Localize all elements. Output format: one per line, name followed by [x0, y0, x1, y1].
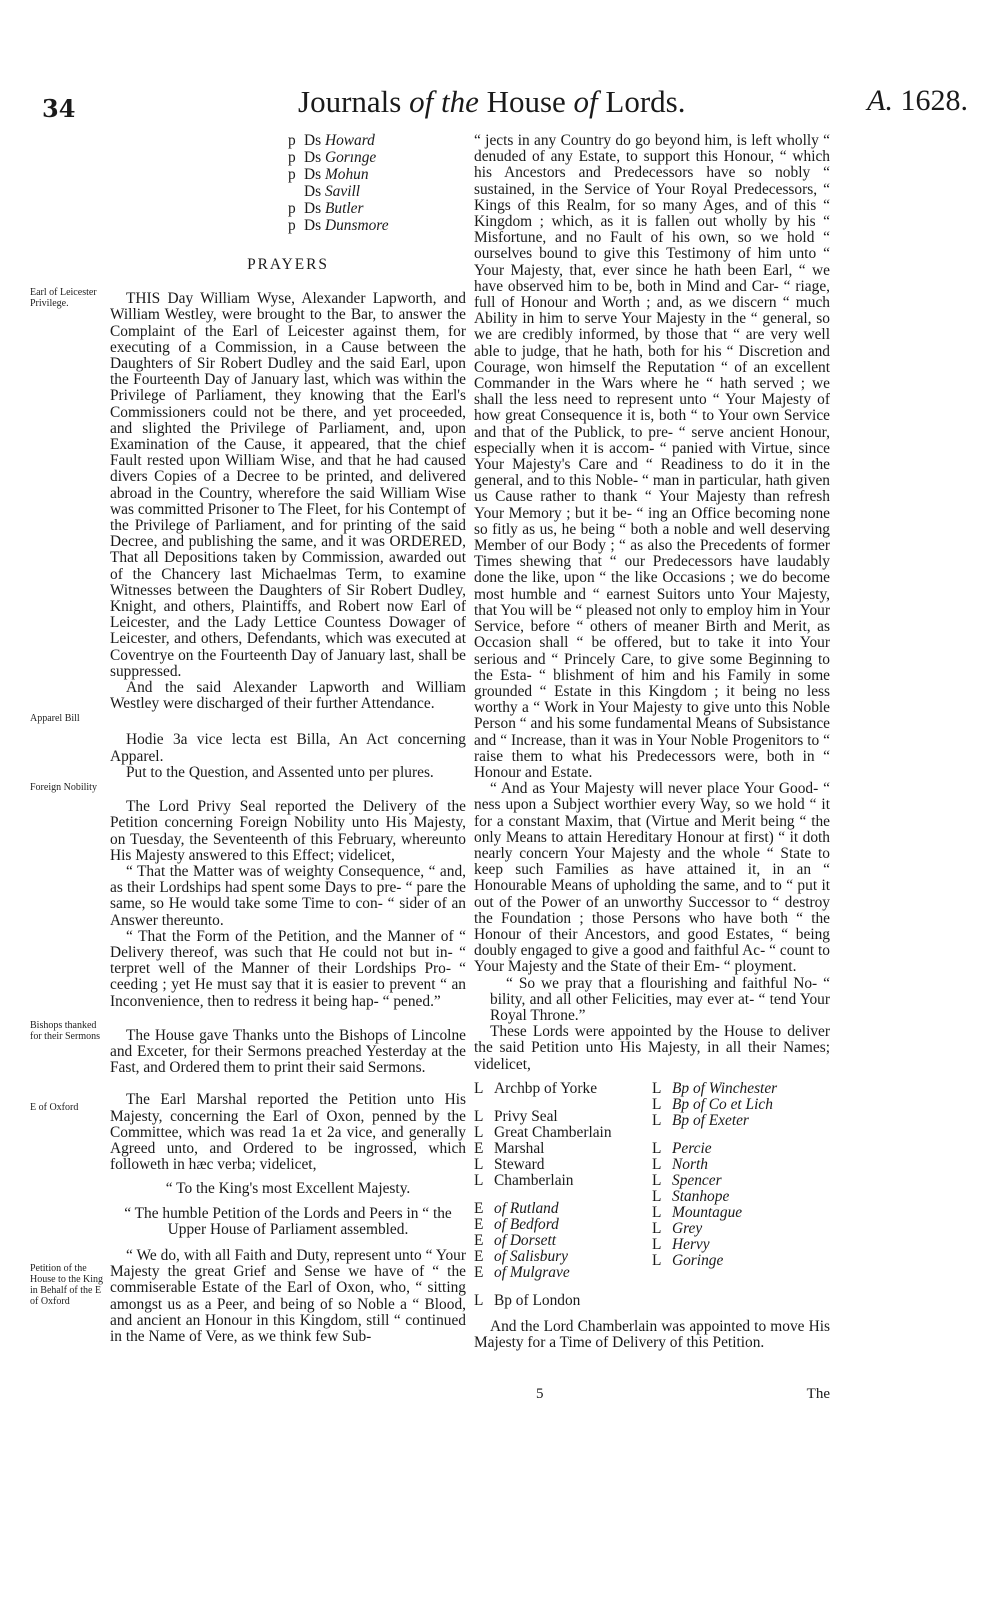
appointed-lord: E Marshal: [474, 1139, 545, 1157]
title-of-2: of: [573, 84, 598, 119]
running-header: [28, 80, 968, 123]
paragraph-bishops-thanked: The House gave Thanks unto the Bishops of Lincolne and Exceter, for their Sermons preached Yesterday at the Fast, and Ordered them to print their said Sermons.: [110, 1026, 466, 1077]
lord-entry: p Ds Howard: [288, 132, 375, 149]
left-column: [110, 133, 466, 1345]
running-title: [298, 84, 686, 120]
appointed-lord: L Bp of London: [474, 1291, 581, 1309]
paragraph-lords-appointed: These Lords were appointed by the House to deliver the said Petition unto His Majesty, in all their Names; videlicet,: [474, 1023, 830, 1073]
signature-mark: 5: [536, 1386, 544, 1402]
lord-entry: p Ds Gorınge: [288, 149, 377, 166]
paragraph-assented: Put to the Question, and Assented unto per plures.: [126, 763, 434, 781]
appointed-lord: L Hervy: [652, 1235, 710, 1253]
title-lords: Lords.: [605, 84, 686, 119]
appointed-lords-left: [474, 1081, 652, 1309]
paragraph-oxford-petition: The Earl Marshal reported the Petition unto His Majesty, concerning the Earl of Oxon, penned by the Committee, which was read 1a et 2a vice, and generally Agreed unto, and Ordered to be ingrossed, which followeth in hæc verba; videlicet,: [110, 1091, 466, 1174]
title-of: of: [409, 84, 434, 119]
lord-entry: p Ds Mohun: [288, 166, 369, 183]
appointed-lord: E of Rutland: [474, 1199, 559, 1217]
appointed-lord: E of Bedford: [474, 1215, 559, 1233]
paragraph-discharge: And the said Alexander Lapworth and William Westley were discharged of their further Attendance.: [110, 679, 466, 713]
year-prefix: A.: [867, 84, 893, 117]
appointed-lord: L Steward: [474, 1155, 545, 1173]
appointed-lord: L Bp of Exeter: [652, 1111, 749, 1129]
prayers-heading: PRAYERS: [247, 256, 329, 273]
catchword: The: [806, 1386, 830, 1402]
paragraph-apparel-bill: Hodie 3a vice lecta est Billa, An Act concerning Apparel.: [110, 731, 466, 765]
lord-entry: Ds Savill: [304, 183, 361, 200]
right-column: [474, 133, 830, 1351]
appointed-lord: L Bp of Co et Lich: [652, 1095, 773, 1113]
page-number: 34: [42, 94, 76, 123]
margin-note-apparel: Apparel Bill: [30, 713, 80, 724]
margin-note-bishops: Bishops thanked for their Sermons: [30, 1020, 100, 1042]
appointed-lord: L Mountague: [652, 1203, 743, 1221]
appointed-lord: L Grey: [652, 1219, 703, 1237]
petition-title: “ The humble Petition of the Lords and Peers in “ the Upper House of Parliament assembled.: [124, 1204, 452, 1238]
appointed-lord: L Chamberlain: [474, 1171, 574, 1189]
margin-note-oxford: E of Oxford: [30, 1102, 79, 1113]
appointed-lord: E of Mulgrave: [474, 1263, 570, 1281]
appointed-lord: L Archbp of Yorke: [474, 1079, 598, 1097]
appointed-lords-list: [474, 1081, 830, 1309]
margin-note-petition: Petition of the House to the King in Behalf of the E of Oxford: [30, 1263, 104, 1307]
appointed-lord: E of Salisbury: [474, 1247, 568, 1265]
quote-weighty-consequence: “ That the Matter was of weighty Consequence, “ and, as their Lordships had spent some Days to pre- “ pare the same, so He would take some Time to con- “ sider of an Answer thereunto.: [110, 862, 466, 929]
appointed-lord: L Percie: [652, 1139, 712, 1157]
paragraph-leicester-privilege: THIS Day William Wyse, Alexander Lapworth, and William Westley, were brought to the Bar, to answer the Complaint of the Earl of Leicester against them, for executing of a Commission, in a Cause between the Daughters of Sir Robert Dudley and the said Earl, upon the Fourteenth Day of January last, which was within the Privilege of Parliament, they knowing that the Earl's Commissioners could not be there, and yet proceeded, and slighted the Privilege of Parliament, and, upon Examination of the Cause, it appeared, that the chief Fault rested upon William Wise, and that he had caused divers Copies of a Decree to be printed, and delivered abroad in the Country, wherefore the said William Wise was committed Prisoner to The Fleet, for his Contempt of the Privilege of Parliament, and for printing of the said Decree, and publishing the same, and it was ORDERED, That all Depositions taken by Commission, awarded out of the Chancery last Michaelmas Term, to examine Witnesses between the Daughters of Sir Robert Dudley, Knight, and others, Plaintiffs, and Robert now Earl of Leicester, and the Lady Lettice Countess Dowager of Leicester, and others, Defendants, which was executed at Coventrye on the Fourteenth Day of January last, shall be suppressed.: [110, 290, 466, 680]
appointed-lord: L North: [652, 1155, 708, 1173]
petition-maxim: “ And as Your Majesty will never place Your Good- “ ness upon a Subject worthier every Way, so we hold “ it for a constant Maxim, that (Virtue and Merit being “ the only Means to attain Hereditary Honour at first) “ it doth nearly concern Your Majesty and the whole “ State to keep such Families as have attained it, in an “ Honourable Means of upholding the same, and to “ put it out of the Power of an unworthy Successor to “ destroy the Foundation ; those Persons who have both “ the Honour of their Ancestors, and good Estates, “ being doubly engaged to give a good and faithful Ac- “ count to Your Majesty and the State of their Em- “ ployment.: [474, 780, 830, 976]
year-heading: [867, 84, 968, 118]
year-value: 1628.: [900, 84, 968, 117]
lords-present-list: [288, 133, 466, 235]
appointed-lord: L Spencer: [652, 1171, 722, 1189]
appointed-lord: L Privy Seal: [474, 1107, 558, 1125]
lord-entry: p Ds Butler: [288, 200, 364, 217]
title-the: the: [440, 84, 479, 119]
petition-closing-prayer: “ So we pray that a flourishing and faithful No- “ bility, and all other Felicities, may ever at- “ tend Your Royal Throne.”: [490, 974, 830, 1024]
appointed-lord: L Goringe: [652, 1251, 724, 1269]
petition-continued: “ jects in any Country do go beyond him, is left wholly “ denuded of any Estate, to support this Honour, “ which his Ancestors and Predecessors have so nobly “ sustained, in the Service of Your Royal Predecessors, “ Kings of this Realm, for so many Ages, and of this “ Kingdom ; which, as it is fallen out wholly by his “ Misfortune, and no Fault of his own, so we hold “ ourselves bound to give this Testimony of him unto “ Your Majesty, that, ever since he hath been Earl, “ we have observed him to be, both in Mind and Car- “ riage, full of Honour and Worth ; and, as we discern “ much Ability in him to serve Your Majesty in the “ general, so we are credibly informed, by those that “ are very well able to judge, that he hath, both for his “ Discretion and Courage, won himself the Reputation “ of an excellent Commander in the Wars where he “ hath served ; we shall the less need to represent unto “ Your Majesty of how great Consequence it is, both “ to Your own Service and that of the Publick, to pre- “ serve ancient Honour, especially when it is accom- “ panied with Virtue, since Your Majesty's Care and “ Readiness to do it in the general, and to this Noble- “ man in particular, hath given us Cause rather to thank “ Your Majesty than refresh Your Memory ; but it be- “ ing an Office becoming none so fitly as us, he being “ both a noble and well deserving Member of our Body ; “ as also the Precedents of former Times shewing that “ our Predecessors have laudably done the like, upon “ the like Occasions ; we do become most humble and “ earnest Suitors unto Your Majesty, that You will be “ pleased not only to employ him in Your Service, before “ others of meaner Birth and Merit, as Occasion shall “ be offered, but to take it into Your serious and “ Princely Care, to give some Beginning to the Esta- “ blishment of him and his Family in some grounded “ Estate in this Kingdom ; it being no less worthy a “ Work in Your Majesty to give unto this Noble Person “ and his some fundamental Means of Subsistance and “ Increase, than it was in Your Noble Progenitors to “ raise them to what his Predecessors were, both in “ Honour and Estate.: [474, 132, 830, 781]
appointed-lord: L Great Chamberlain: [474, 1123, 612, 1141]
quote-form-of-petition: “ That the Form of the Petition, and the Manner of “ Delivery thereof, was such that He could not but in- “ terpret well of the Manner of their Lordships Pro- “ ceeding ; yet He must say that it is easier to prevent “ an Inconvenience, then to redress it being hap- “ pened.”: [110, 927, 466, 1010]
appointed-lord: L Stanhope: [652, 1187, 730, 1205]
petition-address: “ To the King's most Excellent Majesty.: [165, 1180, 411, 1198]
appointed-lord: L Bp of Winchester: [652, 1079, 778, 1097]
appointed-lords-right: [652, 1081, 830, 1309]
lord-entry: p Ds Dunsmore: [288, 217, 389, 234]
appointed-lord: E of Dorsett: [474, 1231, 556, 1249]
title-house: House: [486, 84, 566, 119]
title-journals: Journals: [298, 84, 402, 119]
paragraph-lord-chamberlain: And the Lord Chamberlain was appointed to move His Majesty for a Time of Delivery of this Petition.: [474, 1317, 830, 1351]
margin-note-earl: Earl of Leicester Privilege.: [30, 287, 97, 309]
paragraph-foreign-nobility: The Lord Privy Seal reported the Delivery of the Petition concerning Foreign Nobility unto His Majesty, on Tuesday, the Seventeenth of this February, whereunto His Majesty answered to this Effect; videlicet,: [110, 798, 466, 864]
petition-opening: “ We do, with all Faith and Duty, represent unto “ Your Majesty the great Grief and Sense we have of “ the commiserable Estate of the Earl of Oxon, who, “ sitting amongst us as a Peer, and being of so Noble a “ Blood, and ancient an Honour in this Kingdom, still “ continued in the Name of Vere, as we think few Sub-: [110, 1246, 466, 1345]
margin-note-foreign: Foreign Nobility: [30, 782, 97, 793]
